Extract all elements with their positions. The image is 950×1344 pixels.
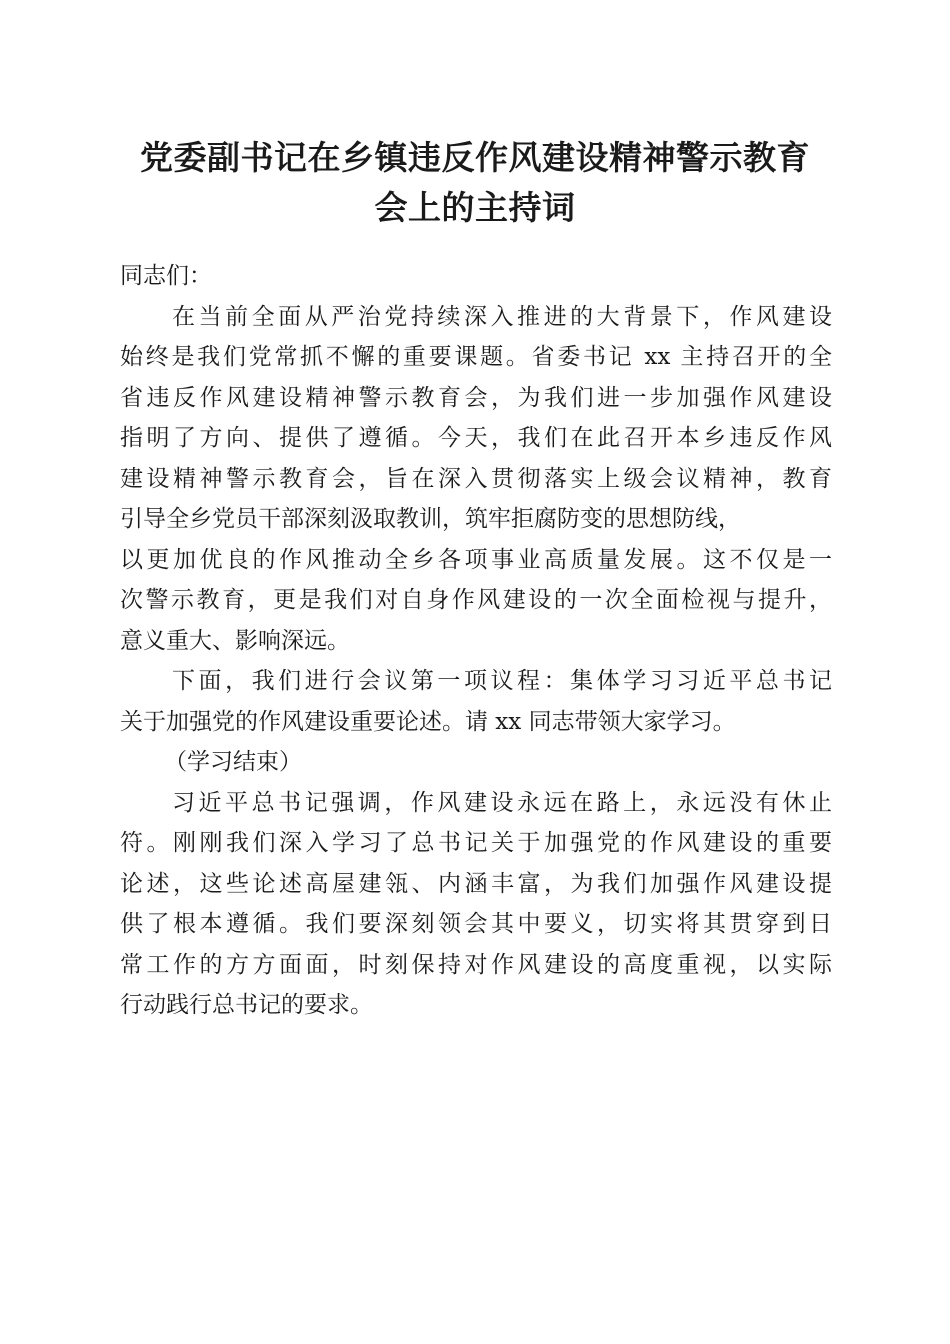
paragraph-line: （学习结束） — [164, 749, 302, 775]
paragraph-line: 建设精神警示教育会，旨在深入贯彻落实上级会议精神，教育 — [120, 465, 832, 492]
paragraph-line: 下面，我们进行会议第一项议程：集体学习习近平总书记 — [172, 668, 832, 694]
paragraph-line: 论述，这些论述高屋建瓴、内涵丰富，为我们加强作风建设提 — [120, 870, 832, 897]
paragraph-line: 在当前全面从严治党持续深入推进的大背景下，作风建设 — [172, 303, 832, 330]
paragraph-line: 引导全乡党员干部深刻汲取教训，筑牢拒腐防变的思想防线， — [120, 506, 741, 532]
paragraph-line: 省违反作风建设精神警示教育会，为我们进一步加强作风建设 — [120, 384, 832, 411]
paragraph-line: 关于加强党的作风建设重要论述。请 xx 同志带领大家学习。 — [120, 708, 736, 735]
paragraph-line: 次警示教育，更是我们对自身作风建设的一次全面检视与提升， — [120, 587, 832, 613]
document-title — [100, 133, 850, 233]
paragraph-line: 符。刚刚我们深入学习了总书记关于加强党的作风建设的重要 — [120, 830, 832, 856]
paragraph-line: 指明了方向、提供了遵循。今天，我们在此召开本乡违反作风 — [120, 425, 832, 451]
paragraph-line: 行动践行总书记的要求。 — [120, 992, 373, 1018]
title-line-2: 会上的主持词 — [374, 188, 576, 227]
paragraph-line: 意义重大、影响深远。 — [120, 627, 350, 654]
paragraph-line: 始终是我们党常抓不懈的重要课题。省委书记 xx 主持召开的全 — [120, 344, 832, 370]
paragraph-line: 以更加优良的作风推动全乡各项事业高质量发展。这不仅是一 — [120, 546, 832, 573]
paragraph-line: 供了根本遵循。我们要深刻领会其中要义，切实将其贯穿到日 — [120, 911, 832, 937]
paragraph-line: 常工作的方方面面，时刻保持对作风建设的高度重视，以实际 — [120, 951, 832, 978]
paragraph-2 — [120, 661, 832, 742]
paragraph-3 — [120, 742, 832, 783]
title-line-1: 党委副书记在乡镇违反作风建设精神警示教育 — [140, 138, 810, 177]
paragraph-line: 习近平总书记强调，作风建设永远在路上，永远没有休止 — [172, 789, 832, 816]
paragraph-1 — [120, 297, 832, 662]
document-body — [120, 256, 832, 1026]
paragraph-4 — [120, 783, 832, 1026]
salutation: 同志们： — [120, 263, 212, 289]
